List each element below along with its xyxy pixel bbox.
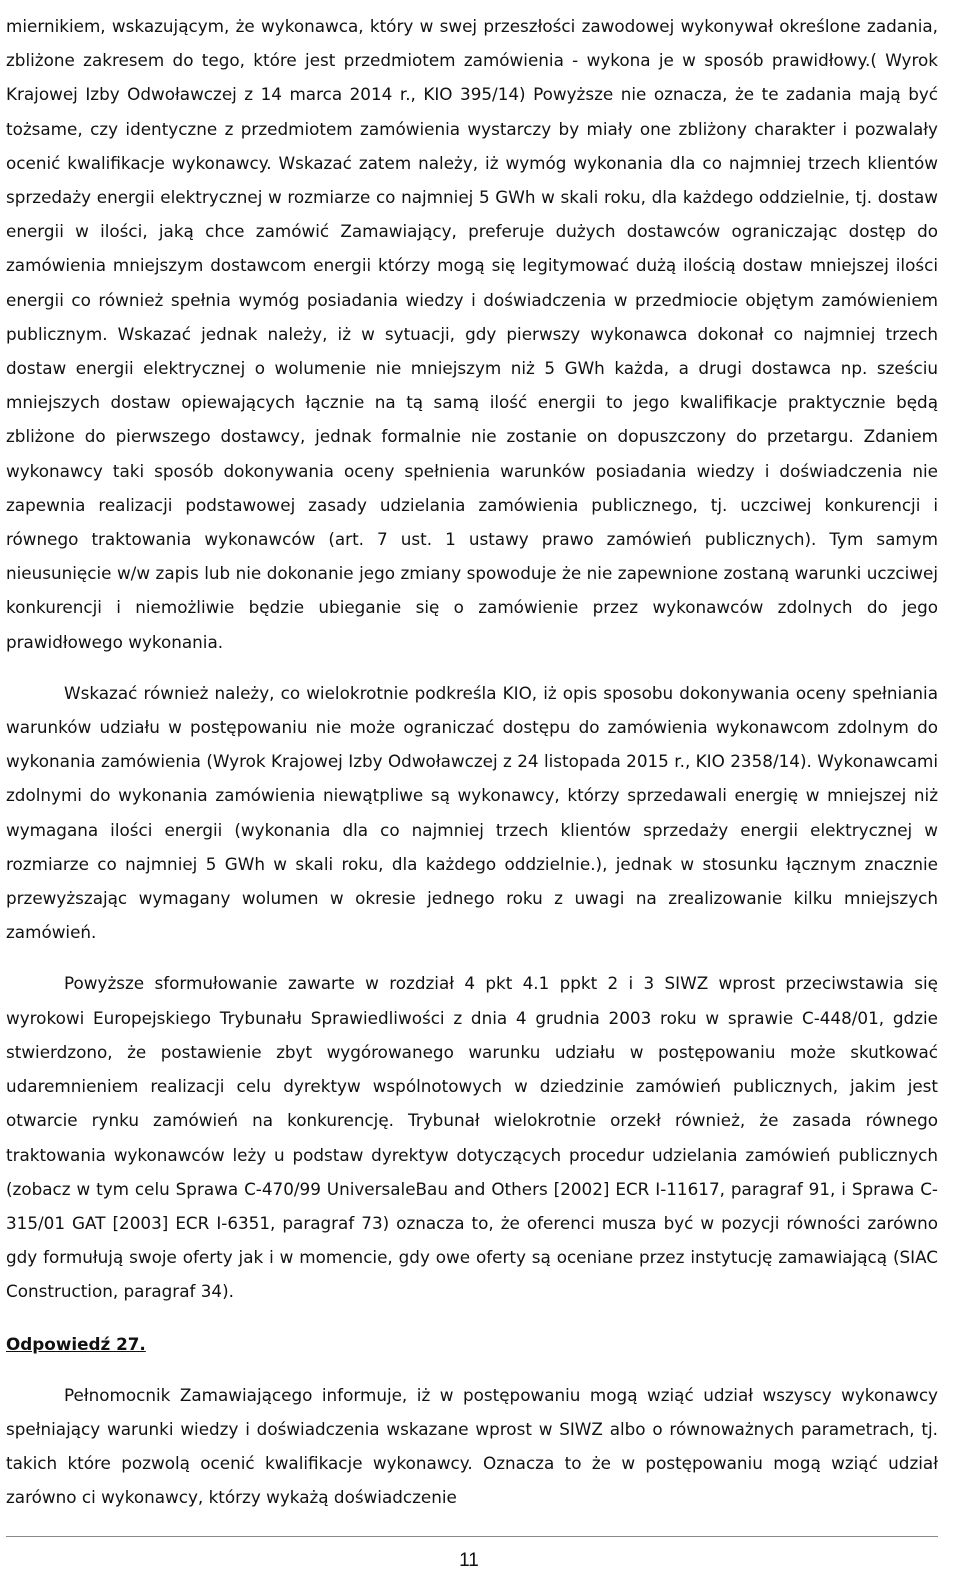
page-number: 11 — [459, 1550, 479, 1571]
document-page — [6, 0, 938, 1514]
body-paragraph-2: Wskazać również należy, co wielokrotnie podkreśla KIO, iż opis sposobu dokonywania oceny spełniania warunków udziału w postępowaniu nie może ograniczać dostępu do zamówienia wykonawcom zdolnym do wykonania zamówienia (Wyrok Krajowej Izby Odwoławczej z 24 listopada 2015 r., KIO 2358/14). Wykonawcami zdolnymi do wykonania zamówienia niewątpliwe są wykonawcy, którzy sprzedawali energię w mniejszej niż wymagana ilości energii (wykonania dla co najmniej trzech klientów sprzedaży energii elektrycznej w rozmiarze co najmniej 5 GWh w skali roku, dla każdego oddzielnie.), jednak w stosunku łącznym znacznie przewyższając wymagany wolumen w okresie jednego roku z uwagi na zrealizowanie kilku mniejszych zamówień. — [6, 682, 938, 943]
body-paragraph-3: Powyższe sformułowanie zawarte w rozdział 4 pkt 4.1 ppkt 2 i 3 SIWZ wprost przeciwstawia się wyrokowi Europejskiego Trybunału Sprawiedliwości z dnia 4 grudnia 2003 roku w sprawie C-448/01, gdzie stwierdzono, że postawienie zbyt wygórowanego warunku udziału w postępowaniu może skutkować udaremnieniem realizacji celu dyrektyw wspólnotowych w dziedzinie zamówień publicznych, jakim jest otwarcie rynku zamówień na konkurencję. Trybunał wielokrotnie orzekł również, że zasada równego traktowania wykonawców leży u podstaw dyrektyw dotyczących procedur udzielania zamówień publicznych (zobacz w tym celu Sprawa C-470/99 UniversaleBau and Others [2002] ECR I-11617, paragraf 91, i Sprawa C-315/01 GAT [2003] ECR I-6351, paragraf 73) oznacza to, że oferenci musza być w pozycji równości zarówno gdy formułują swoje oferty jak i w momencie, gdy owe oferty są oceniane przez instytucję zamawiającą (SIAC Construction, paragraf 34). — [6, 973, 938, 1302]
answer-paragraph: Pełnomocnik Zamawiającego informuje, iż w postępowaniu mogą wziąć udział wszyscy wykonawcy spełniający warunki wiedzy i doświadczenia wskazane wprost w SIWZ albo o równoważnych parametrach, tj. takich które pozwolą ocenić kwalifikacje wykonawcy. Oznacza to że w postępowaniu mogą wziąć udział zarówno ci wykonawcy, którzy wykażą doświadczenie — [6, 1384, 938, 1508]
answer-heading: Odpowiedź 27. — [6, 1333, 146, 1354]
footer-divider — [6, 1536, 938, 1537]
body-paragraph-1: miernikiem, wskazującym, że wykonawca, który w swej przeszłości zawodowej wykonywał określone zadania, zbliżone zakresem do tego, które jest przedmiotem zamówienia - wykona je w sposób prawidłowy.( Wyrok Krajowej Izby Odwoławczej z 14 marca 2014 r., KIO 395/14) Powyższe nie oznacza, że te zadania mają być tożsame, czy identyczne z przedmiotem zamówienia wystarczy by miały one zbliżony charakter i pozwalały ocenić kwalifikacje wykonawcy. Wskazać zatem należy, iż wymóg wykonania dla co najmniej trzech klientów sprzedaży energii elektrycznej w rozmiarze co najmniej 5 GWh w skali roku, dla każdego oddzielnie, tj. dostaw energii w ilości, jaką chce zamówić Zamawiający, preferuje dużych dostawców ograniczając dostęp do zamówienia mniejszym dostawcom energii którzy mogą się legitymować dużą ilością dostaw mniejszej ilości energii co również spełnia wymóg posiadania wiedzy i doświadczenia w przedmiocie objętym zamówieniem publicznym. Wskazać jednak należy, iż w sytuacji, gdy pierwszy wykonawca dokonał co najmniej trzech dostaw energii elektrycznej o wolumenie nie mniejszym niż 5 GWh każda, a drugi dostawca np. sześciu mniejszych dostaw opiewających łącznie na tą samą ilość energii to jego kwalifikacje praktycznie będą zbliżone do pierwszego dostawcy, jednak formalnie nie zostanie on dopuszczony do przetargu. Zdaniem wykonawcy taki sposób dokonywania oceny spełnienia warunków posiadania wiedzy i doświadczenia nie zapewnia realizacji podstawowej zasady udzielania zamówienia publicznego, tj. uczciwej konkurencji i równego traktowania wykonawców (art. 7 ust. 1 ustawy prawo zamówień publicznych). Tym samym nieusunięcie w/w zapis lub nie dokonanie jego zmiany spowoduje że nie zapewnione zostaną warunki uczciwej konkurencji i niemożliwie będzie ubieganie się o zamówienie przez wykonawców zdolnych do jego prawidłowego wykonania. — [6, 16, 938, 652]
